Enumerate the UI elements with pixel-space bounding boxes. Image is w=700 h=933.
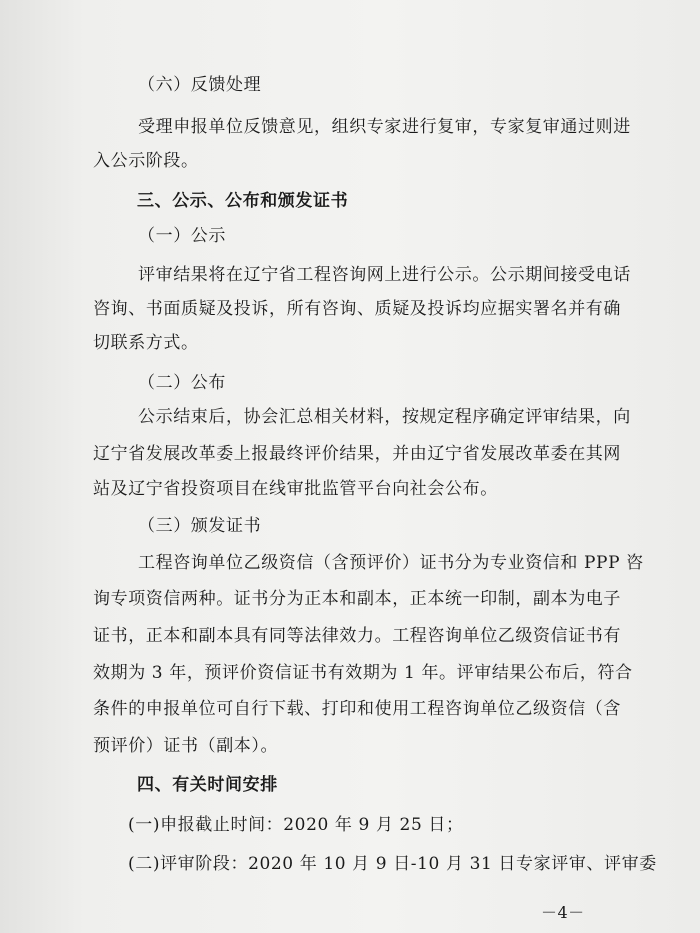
paragraph-line: 工程咨询单位乙级资信（含预评价）证书分为专业资信和 PPP 咨 <box>138 553 644 573</box>
section-heading-feedback: （六）反馈处理 <box>138 75 262 95</box>
paragraph-line: 咨询、书面质疑及投诉，所有咨询、质疑及投诉均应据实署名并有确 <box>93 299 621 319</box>
schedule-item-deadline: (一)申报截止时间：2020 年 9 月 25 日； <box>128 815 464 835</box>
paragraph-line: 辽宁省发展改革委上报最终评价结果，并由辽宁省发展改革委在其网 <box>93 444 621 464</box>
section-heading-announcement: （二）公布 <box>138 373 226 393</box>
page-number: －4－ <box>541 903 585 922</box>
chapter-heading-publicity: 三、公示、公布和颁发证书 <box>137 191 349 211</box>
paragraph-line: 入公示阶段。 <box>93 151 199 171</box>
paragraph-line: 条件的申报单位可自行下载、打印和使用工程咨询单位乙级资信（含 <box>93 699 621 719</box>
paragraph-line: 预评价）证书（副本）。 <box>93 736 279 756</box>
chapter-heading-schedule: 四、有关时间安排 <box>137 775 278 795</box>
paragraph-line: 切联系方式。 <box>93 333 199 353</box>
section-heading-certificate: （三）颁发证书 <box>138 516 262 536</box>
paragraph-line: 公示结束后，协会汇总相关材料，按规定程序确定评审结果，向 <box>138 407 631 427</box>
paragraph-line: 询专项资信两种。证书分为正本和副本，正本统一印制，副本为电子 <box>93 589 621 609</box>
paragraph-line: 证书，正本和副本具有同等法律效力。工程咨询单位乙级资信证书有 <box>93 626 621 646</box>
paragraph-line: 评审结果将在辽宁省工程咨询网上进行公示。公示期间接受电话 <box>138 265 631 285</box>
section-heading-publicity: （一）公示 <box>138 226 226 246</box>
schedule-item-review: (二)评审阶段：2020 年 10 月 9 日-10 月 31 日专家评审、评审委 <box>128 854 657 874</box>
paragraph-line: 受理申报单位反馈意见，组织专家进行复审，专家复审通过则进 <box>138 117 631 137</box>
paragraph-line: 效期为 3 年，预评价资信证书有效期为 1 年。评审结果公布后，符合 <box>93 663 633 683</box>
paragraph-line: 站及辽宁省投资项目在线审批监管平台向社会公布。 <box>93 479 498 499</box>
